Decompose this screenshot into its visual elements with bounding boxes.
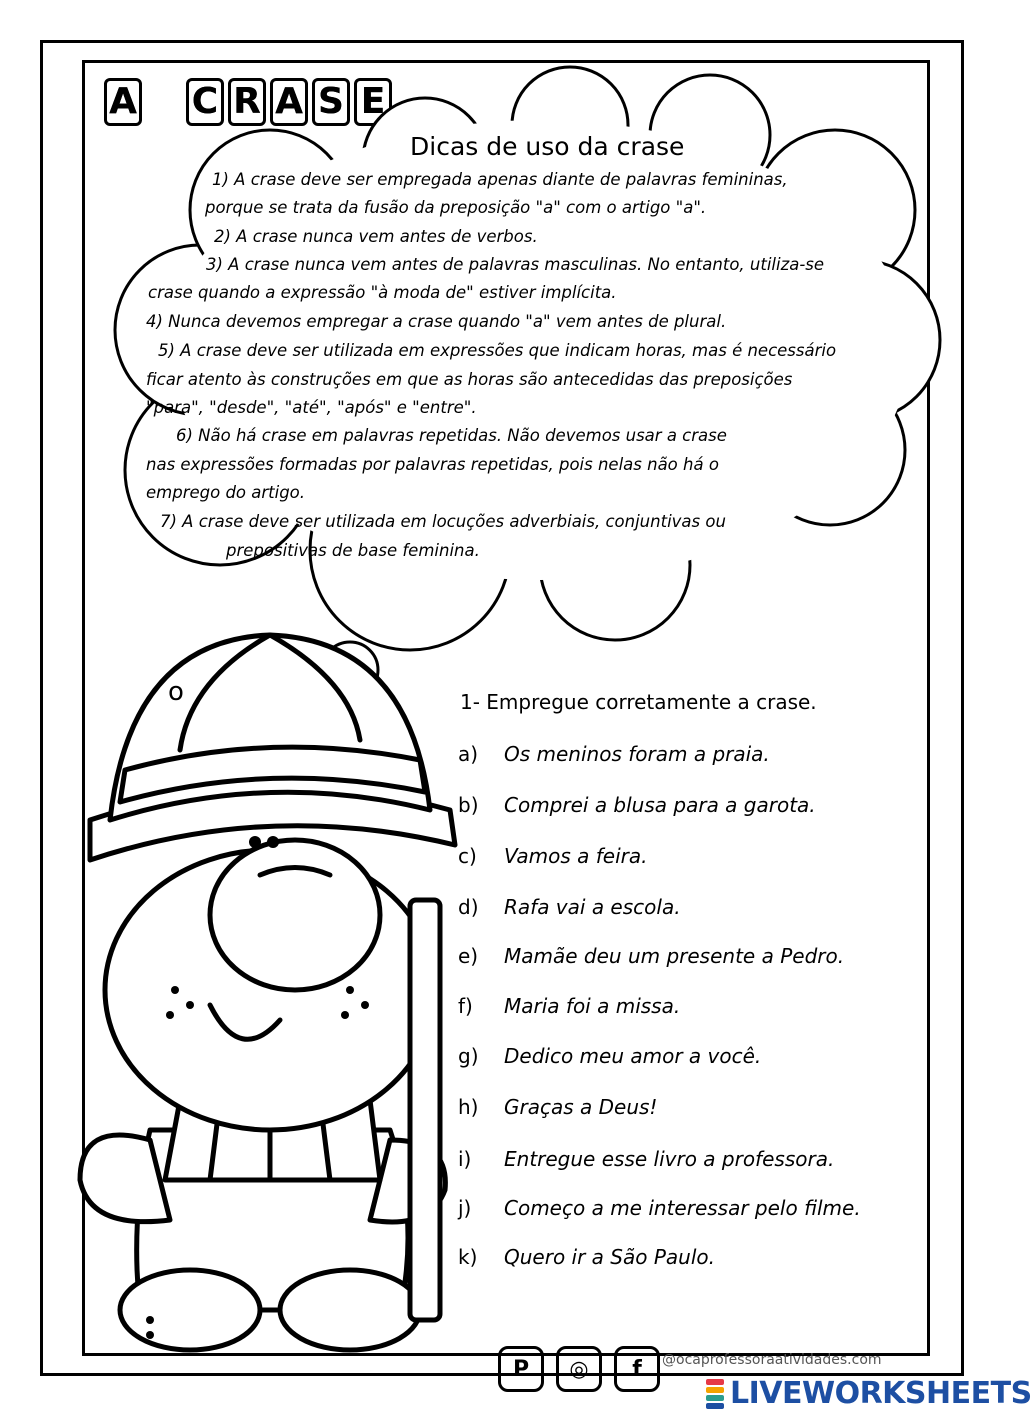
tip-line: nas expressões formadas por palavras repetidas, pois nelas não há o [146,455,719,474]
item-text: Os meninos foram a praia. [504,742,770,766]
svg-text:o: o [168,677,184,707]
tip-line: 7) A crase deve ser utilizada em locuções adverbiais, conjuntivas ou [160,512,726,531]
tip-line: emprego do artigo. [146,483,306,502]
facebook-icon: f [614,1346,660,1392]
item-text: Maria foi a missa. [504,994,681,1018]
exercise-item [458,944,844,968]
exercise-item [458,895,681,919]
item-label: g) [458,1044,479,1068]
exercise-item [458,1196,861,1220]
item-label: a) [458,742,479,766]
pinterest-icon: P [498,1346,544,1392]
exercise-title: 1- Empregue corretamente a crase. [460,690,817,714]
item-label: k) [458,1245,478,1269]
brand-text: LIVEWORKSHEETS [730,1376,1032,1411]
exercise-item [458,742,770,766]
exercise-item [458,994,680,1018]
item-text: Graças a Deus! [504,1095,658,1119]
liveworksheets-logo-icon [706,1379,724,1409]
instagram-icon: ◎ [556,1346,602,1392]
item-text: Começo a me interessar pelo filme. [504,1196,861,1220]
tip-line: "para", "desde", "até", "após" e "entre". [146,398,477,417]
item-text: Mamãe deu um presente a Pedro. [504,944,845,968]
tip-line: 6) Não há crase em palavras repetidas. Não devemos usar a crase [176,426,727,445]
title-letter: A [270,78,308,126]
exercise-item [458,844,648,868]
item-text: Comprei a blusa para a garota. [504,793,816,817]
item-text: Rafa vai a escola. [504,895,681,919]
social-handle: @ocaprofessoraatividades.com [662,1352,882,1368]
exercise-item [458,1095,657,1119]
explorer-character-illustration [70,620,470,1360]
liveworksheets-brand[interactable] [706,1376,1032,1411]
item-text: Entregue esse livro a professora. [504,1147,835,1171]
tip-line: 2) A crase nunca vem antes de verbos. [214,227,538,246]
tip-line: 1) A crase deve ser empregada apenas diante de palavras femininas, [212,170,788,189]
tip-line: prepositivas de base feminina. [226,541,480,560]
title-letter: S [312,78,350,126]
tip-line: ficar atento às construções em que as horas são antecedidas das preposições [146,370,793,389]
item-label: j) [458,1196,472,1220]
item-label: c) [458,844,477,868]
tip-line: 5) A crase deve ser utilizada em expressões que indicam horas, mas é necessário [158,341,837,360]
title-letter: C [186,78,224,126]
item-label: i) [458,1147,472,1171]
item-label: b) [458,793,479,817]
item-label: h) [458,1095,479,1119]
tip-line: 3) A crase nunca vem antes de palavras masculinas. No entanto, utiliza-se [206,255,825,274]
item-text: Dedico meu amor a você. [504,1044,762,1068]
item-text: Quero ir a São Paulo. [504,1245,715,1269]
exercise-item [458,1147,834,1171]
tip-line: porque se trata da fusão da preposição "a" com o artigo "a". [205,198,707,217]
item-text: Vamos a feira. [504,844,648,868]
title-letter: E [354,78,392,126]
exercise-item [458,1245,715,1269]
item-label: d) [458,895,479,919]
social-icons [498,1346,660,1392]
exercise-item [458,1044,761,1068]
item-label: e) [458,944,479,968]
tip-line: 4) Nunca devemos empregar a crase quando "a" vem antes de plural. [146,312,727,331]
tips-heading: Dicas de uso da crase [410,132,685,161]
exercise-item [458,793,816,817]
item-label: f) [458,994,473,1018]
tip-line: crase quando a expressão "à moda de" estiver implícita. [148,283,617,302]
title-letter: R [228,78,266,126]
title-letter: A [104,78,142,126]
